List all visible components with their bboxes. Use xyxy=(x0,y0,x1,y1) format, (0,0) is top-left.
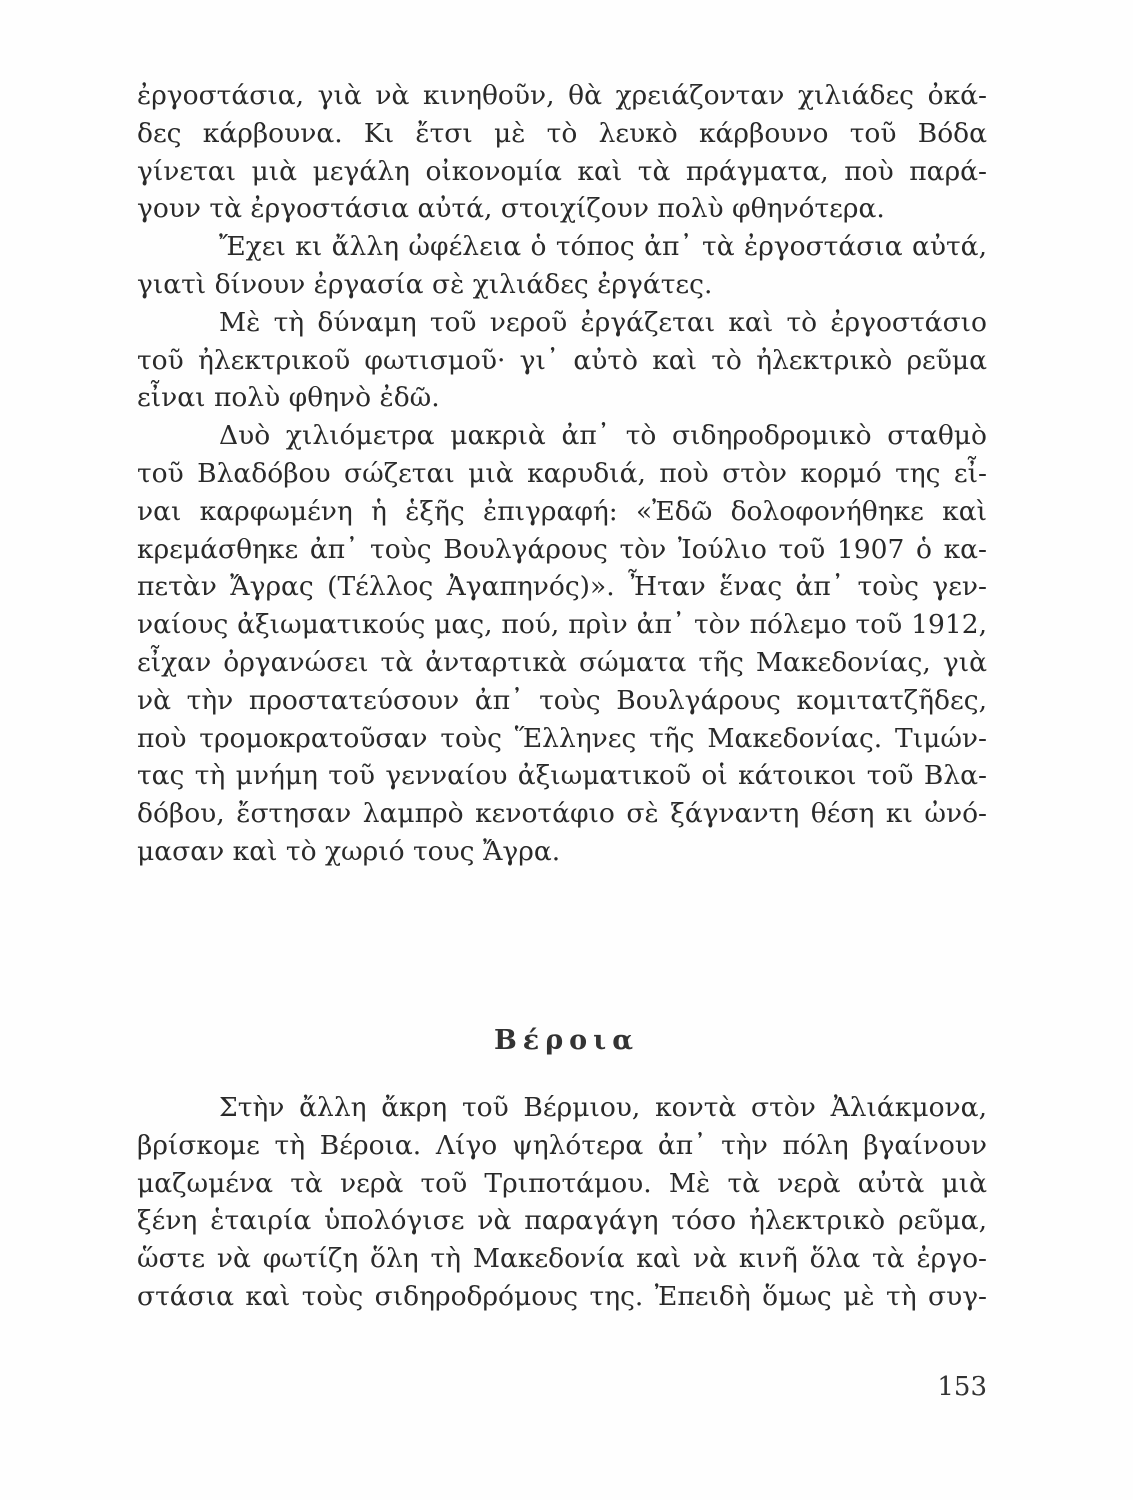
text-line: Ἔχει κι ἄλλη ὠφέλεια ὁ τόπος ἀπ᾽ τὰ ἐργοστάσια αὐτά, xyxy=(219,231,987,263)
text-line: Στὴν ἄλλη ἄκρη τοῦ Βέρμιου, κοντὰ στὸν Ἀλιάκμονα, xyxy=(219,1092,987,1123)
text-line: κρεμάσθηκε ἀπ᾽ τοὺς Βουλγάρους τὸν Ἰούλιο τοῦ 1907 ὁ κα- xyxy=(137,533,987,565)
text-line: δόβου, ἔστησαν λαμπρὸ κενοτάφιο σὲ ξάγναντη θέση κι ὠνό- xyxy=(137,798,987,830)
text-line: δες κάρβουνα. Κι ἔτσι μὲ τὸ λευκὸ κάρβουνο τοῦ Βόδα xyxy=(137,117,987,149)
page-number: 153 xyxy=(937,1372,987,1402)
text-line: εἶναι πολὺ φθηνὸ ἐδῶ. xyxy=(137,382,440,414)
text-line: γίνεται μιὰ μεγάλη οἰκονομία καὶ τὰ πράγματα, ποὺ παρά- xyxy=(137,155,987,187)
section-heading: Βέροια xyxy=(493,1025,640,1056)
text-line: ναι καρφωμένη ἡ ἑξῆς ἐπιγραφή: «Ἐδῶ δολοφονήθηκε καὶ xyxy=(137,495,987,527)
text-line: ἐργοστάσια, γιὰ νὰ κινηθοῦν, θὰ χρειάζονταν χιλιάδες ὀκά- xyxy=(137,80,987,111)
text-line: ποὺ τρομοκρατοῦσαν τοὺς Ἕλληνες τῆς Μακεδονίας. Τιμών- xyxy=(137,722,987,754)
text-line: ὥστε νὰ φωτίζη ὅλη τὴ Μακεδονία καὶ νὰ κινῆ ὅλα τὰ ἐργο- xyxy=(137,1243,987,1275)
text-line: ξένη ἑταιρία ὑπολόγισε νὰ παραγάγη τόσο ἠλεκτρικὸ ρεῦμα, xyxy=(137,1205,987,1237)
text-line: πετὰν Ἄγρας (Τέλλος Ἀγαπηνός)». Ἦταν ἕνας ἀπ᾽ τοὺς γεν- xyxy=(137,571,987,603)
text-line: νὰ τὴν προστατεύσουν ἀπ᾽ τοὺς Βουλγάρους κομιτατζῆδες, xyxy=(137,684,987,716)
text-line: βρίσκομε τὴ Βέροια. Λίγο ψηλότερα ἀπ᾽ τὴν πόλη βγαίνουν xyxy=(137,1129,987,1161)
text-line: ναίους ἀξιωματικούς μας, πού, πρὶν ἀπ᾽ τὸν πόλεμο τοῦ 1912, xyxy=(137,609,987,641)
text-line: Μὲ τὴ δύναμη τοῦ νεροῦ ἐργάζεται καὶ τὸ ἐργοστάσιο xyxy=(219,306,987,338)
text-line: τοῦ Βλαδόβου σώζεται μιὰ καρυδιά, ποὺ στὸν κορμό της εἶ- xyxy=(137,457,987,489)
text-line: τας τὴ μνήμη τοῦ γενναίου ἀξιωματικοῦ οἱ κάτοικοι τοῦ Βλα- xyxy=(137,760,987,792)
text-line: μαζωμένα τὰ νερὰ τοῦ Τριποτάμου. Μὲ τὰ νερὰ αὐτὰ μιὰ xyxy=(137,1167,987,1199)
text-line: στάσια καὶ τοὺς σιδηροδρόμους της. Ἐπειδὴ ὅμως μὲ τὴ συγ- xyxy=(137,1280,987,1312)
text-line: Δυὸ χιλιόμετρα μακριὰ ἀπ᾽ τὸ σιδηροδρομικὸ σταθμὸ xyxy=(219,420,987,452)
text-line: γουν τὰ ἐργοστάσια αὐτά, στοιχίζουν πολὺ φθηνότερα. xyxy=(137,193,885,225)
text-line: μασαν καὶ τὸ χωριό τους Ἄγρα. xyxy=(137,835,561,867)
text-line: εἶχαν ὀργανώσει τὰ ἀνταρτικὰ σώματα τῆς Μακεδονίας, γιὰ xyxy=(137,646,987,678)
text-line: τοῦ ἠλεκτρικοῦ φωτισμοῦ· γι᾽ αὐτὸ καὶ τὸ ἠλεκτρικὸ ρεῦμα xyxy=(137,344,987,376)
text-block-bottom xyxy=(137,1089,987,1316)
text-block-top xyxy=(137,77,987,871)
text-line: γιατὶ δίνουν ἐργασία σὲ χιλιάδες ἐργάτες. xyxy=(137,268,713,300)
